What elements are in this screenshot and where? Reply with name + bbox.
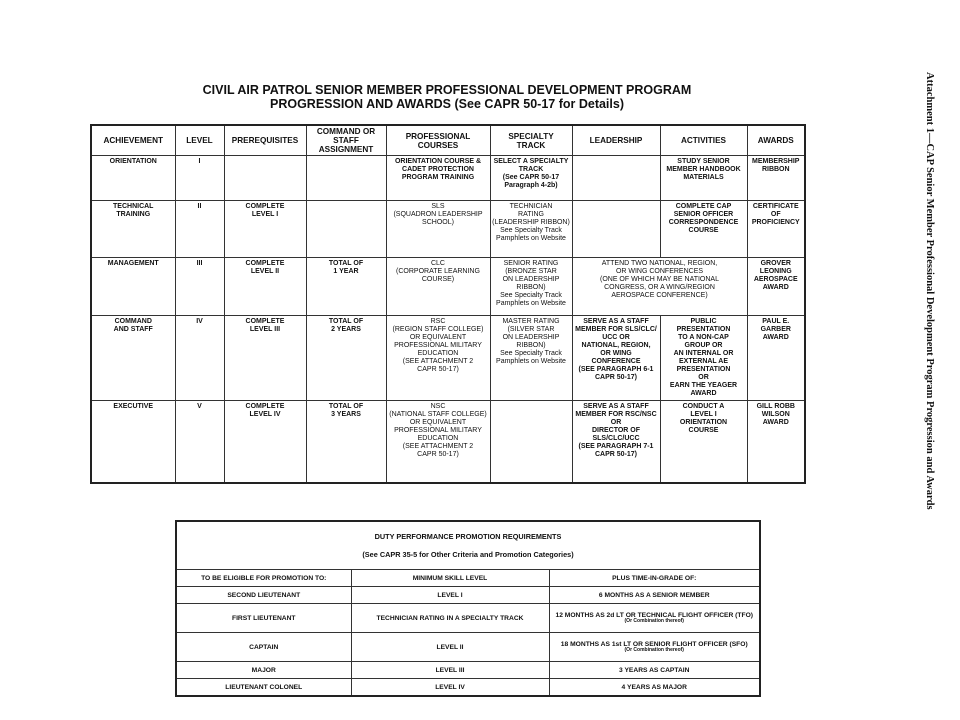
time-cell: 4 YEARS AS MAJOR xyxy=(549,679,760,697)
header-cell: LEADERSHIP xyxy=(572,125,660,156)
duty-row xyxy=(176,587,760,604)
prerequisites-cell: COMPLETE LEVEL I xyxy=(224,201,306,258)
title-line-1: CIVIL AIR PATROL SENIOR MEMBER PROFESSIONAL DEVELOPMENT PROGRAM xyxy=(202,83,692,97)
specialty-cell: TECHNICIAN RATING (LEADERSHIP RIBBON) See Specialty Track Pamphlets on Website xyxy=(490,201,572,258)
prerequisites-cell: COMPLETE LEVEL II xyxy=(224,258,306,316)
skill-cell: LEVEL III xyxy=(351,662,549,679)
specialty-cell xyxy=(490,401,572,484)
header-cell: PROFESSIONAL COURSES xyxy=(386,125,490,156)
title-line-2: PROGRESSION AND AWARDS (See CAPR 50-17 for Details) xyxy=(269,97,624,111)
table-row xyxy=(91,258,805,316)
activities-cell: STUDY SENIOR MEMBER HANDBOOK MATERIALS xyxy=(660,156,747,201)
level-cell: III xyxy=(175,258,224,316)
command-cell xyxy=(306,201,386,258)
duty-subtitle: (See CAPR 35-5 for Other Criteria and Promotion Categories) xyxy=(362,550,574,559)
time-note: (Or Combination thereof) xyxy=(624,647,684,653)
duty-header-cell: PLUS TIME-IN-GRADE OF: xyxy=(549,570,760,587)
courses-cell: CLC (CORPORATE LEARNING COURSE) xyxy=(386,258,490,316)
table-row xyxy=(91,401,805,484)
activities-cell: COMPLETE CAP SENIOR OFFICER CORRESPONDENCE COURSE xyxy=(660,201,747,258)
grade-cell: CAPTAIN xyxy=(176,633,351,662)
leadership-activities-cell: ATTEND TWO NATIONAL, REGION, OR WING CONFERENCES (ONE OF WHICH MAY BE NATIONAL CONGRESS, OR A WING/REGION AEROSPACE CONFERENCE) xyxy=(572,258,747,316)
skill-cell: TECHNICIAN RATING IN A SPECIALTY TRACK xyxy=(351,604,549,633)
header-cell: ACHIEVEMENT xyxy=(91,125,175,156)
time-cell xyxy=(549,604,760,633)
leadership-cell xyxy=(572,156,660,201)
progression-table xyxy=(90,124,806,484)
command-cell: TOTAL OF 2 YEARS xyxy=(306,316,386,401)
awards-cell: MEMBERSHIP RIBBON xyxy=(747,156,805,201)
header-cell: COMMAND OR STAFF ASSIGNMENT xyxy=(306,125,386,156)
awards-cell: CERTIFICATE OF PROFICIENCY xyxy=(747,201,805,258)
level-cell: II xyxy=(175,201,224,258)
table-row xyxy=(91,201,805,258)
prerequisites-cell xyxy=(224,156,306,201)
grade-cell: SECOND LIEUTENANT xyxy=(176,587,351,604)
leadership-cell: SERVE AS A STAFF MEMBER FOR SLS/CLC/ UCC OR NATIONAL, REGION, OR WING CONFERENCE (SEE PARAGRAPH 6-1 CAPR 50-17) xyxy=(572,316,660,401)
courses-cell: ORIENTATION COURSE & CADET PROTECTION PROGRAM TRAINING xyxy=(386,156,490,201)
table-row xyxy=(91,316,805,401)
awards-cell: PAUL E. GARBER AWARD xyxy=(747,316,805,401)
level-cell: IV xyxy=(175,316,224,401)
duty-row xyxy=(176,662,760,679)
grade-cell: MAJOR xyxy=(176,662,351,679)
leadership-cell xyxy=(572,201,660,258)
time-cell: 6 MONTHS AS A SENIOR MEMBER xyxy=(549,587,760,604)
time-text: 18 MONTHS AS 1st LT OR SENIOR FLIGHT OFFICER (SFO) xyxy=(560,641,748,648)
grade-cell: FIRST LIEUTENANT xyxy=(176,604,351,633)
achievement-cell: EXECUTIVE xyxy=(91,401,175,484)
header-cell: PREREQUISITES xyxy=(224,125,306,156)
duty-title: DUTY PERFORMANCE PROMOTION REQUIREMENTS xyxy=(374,532,562,541)
duty-title-row xyxy=(176,521,760,570)
header-cell: SPECIALTY TRACK xyxy=(490,125,572,156)
skill-cell: LEVEL IV xyxy=(351,679,549,697)
duty-promotion-table xyxy=(175,520,761,697)
level-cell: I xyxy=(175,156,224,201)
courses-cell: RSC (REGION STAFF COLLEGE) OR EQUIVALENT PROFESSIONAL MILITARY EDUCATION (SEE ATTACHMENT 2 CAPR 50-17) xyxy=(386,316,490,401)
achievement-cell: ORIENTATION xyxy=(91,156,175,201)
skill-cell: LEVEL I xyxy=(351,587,549,604)
time-note: (Or Combination thereof) xyxy=(624,618,684,624)
table-row xyxy=(91,156,805,201)
prerequisites-cell: COMPLETE LEVEL IV xyxy=(224,401,306,484)
specialty-cell: MASTER RATING (SILVER STAR ON LEADERSHIP RIBBON) See Specialty Track Pamphlets on Website xyxy=(490,316,572,401)
command-cell: TOTAL OF 3 YEARS xyxy=(306,401,386,484)
courses-cell: NSC (NATIONAL STAFF COLLEGE) OR EQUIVALENT PROFESSIONAL MILITARY EDUCATION (SEE ATTACHMENT 2 CAPR 50-17) xyxy=(386,401,490,484)
header-cell: AWARDS xyxy=(747,125,805,156)
awards-cell: GROVER LEONING AEROSPACE AWARD xyxy=(747,258,805,316)
specialty-cell: SENIOR RATING (BRONZE STAR ON LEADERSHIP RIBBON) See Specialty Track Pamphlets on Website xyxy=(490,258,572,316)
prerequisites-cell: COMPLETE LEVEL III xyxy=(224,316,306,401)
page-title xyxy=(90,83,804,111)
level-cell: V xyxy=(175,401,224,484)
leadership-cell: SERVE AS A STAFF MEMBER FOR RSC/NSC OR DIRECTOR OF SLS/CLC/UCC (SEE PARAGRAPH 7-1 CAPR 50-17) xyxy=(572,401,660,484)
side-caption: Attachment 1—CAP Senior Member Professional Development Program Progression and Awards xyxy=(924,72,935,510)
specialty-cell: SELECT A SPECIALTY TRACK (See CAPR 50-17 Paragraph 4-2b) xyxy=(490,156,572,201)
duty-row xyxy=(176,633,760,662)
achievement-cell: TECHNICAL TRAINING xyxy=(91,201,175,258)
activities-cell: PUBLIC PRESENTATION TO A NON-CAP GROUP OR AN INTERNAL OR EXTERNAL AE PRESENTATION OR EARN THE YEAGER AWARD xyxy=(660,316,747,401)
duty-title-cell xyxy=(176,521,760,570)
achievement-cell: MANAGEMENT xyxy=(91,258,175,316)
time-cell xyxy=(549,633,760,662)
time-cell: 3 YEARS AS CAPTAIN xyxy=(549,662,760,679)
header-cell: ACTIVITIES xyxy=(660,125,747,156)
command-cell xyxy=(306,156,386,201)
time-text: 12 MONTHS AS 2d LT OR TECHNICAL FLIGHT OFFICER (TFO) xyxy=(555,612,754,619)
awards-cell: GILL ROBB WILSON AWARD xyxy=(747,401,805,484)
table-header-row xyxy=(91,125,805,156)
duty-row xyxy=(176,604,760,633)
duty-header-row xyxy=(176,570,760,587)
duty-header-cell: TO BE ELIGIBLE FOR PROMOTION TO: xyxy=(176,570,351,587)
activities-cell: CONDUCT A LEVEL I ORIENTATION COURSE xyxy=(660,401,747,484)
header-cell: LEVEL xyxy=(175,125,224,156)
duty-header-cell: MINIMUM SKILL LEVEL xyxy=(351,570,549,587)
grade-cell: LIEUTENANT COLONEL xyxy=(176,679,351,697)
command-cell: TOTAL OF 1 YEAR xyxy=(306,258,386,316)
duty-row xyxy=(176,679,760,697)
skill-cell: LEVEL II xyxy=(351,633,549,662)
courses-cell: SLS (SQUADRON LEADERSHIP SCHOOL) xyxy=(386,201,490,258)
achievement-cell: COMMAND AND STAFF xyxy=(91,316,175,401)
